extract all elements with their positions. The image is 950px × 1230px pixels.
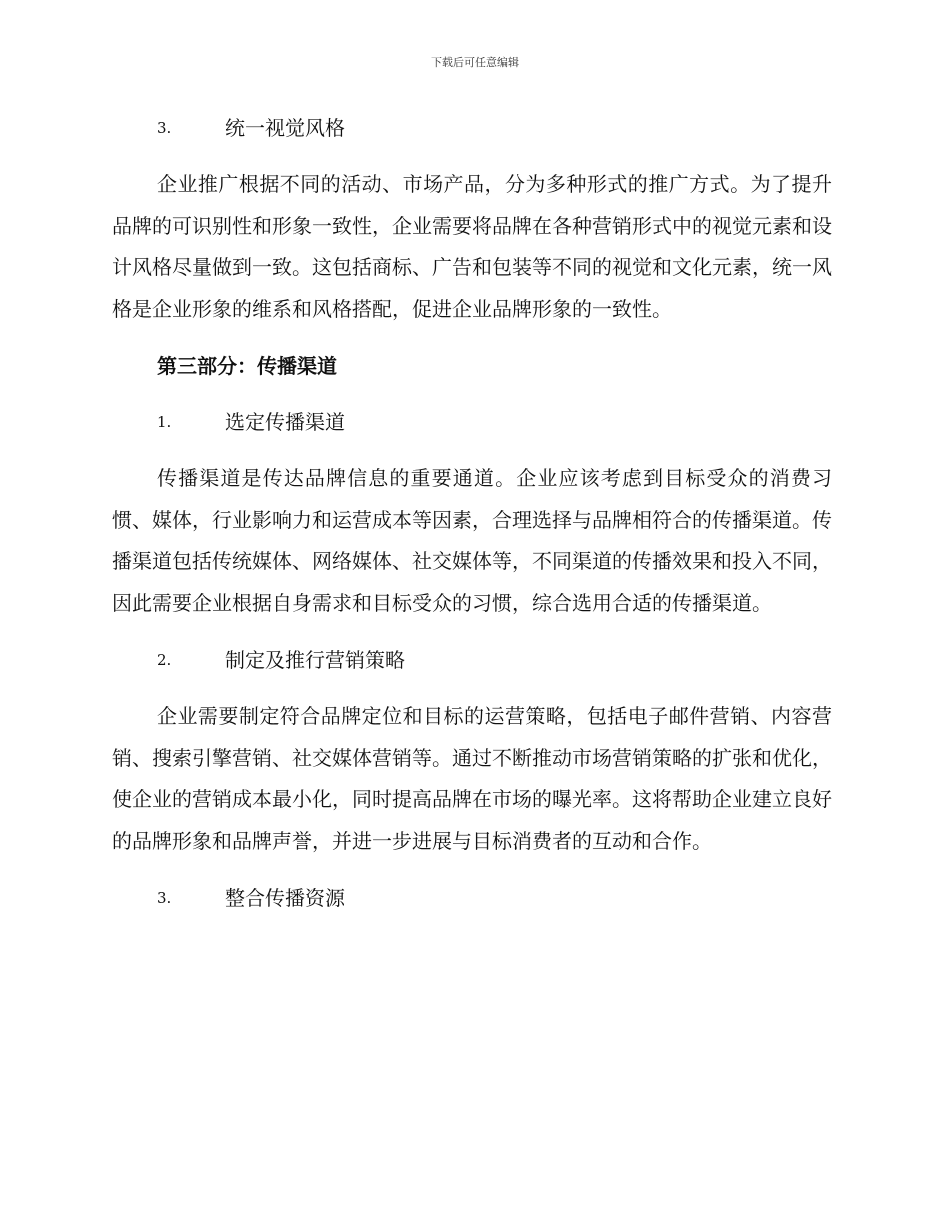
list-item-heading <box>112 878 832 918</box>
list-item-number: 2. <box>157 651 172 669</box>
list-item-number: 1. <box>157 413 172 431</box>
list-item-number: 3. <box>157 889 172 907</box>
body-paragraph: 传播渠道是传达品牌信息的重要通道。企业应该考虑到目标受众的消费习惯、媒体，行业影响力和运营成本等因素，合理选择与品牌相符合的传播渠道。传播渠道包括传统媒体、网络媒体、社交媒体等，不同渠道的传播效果和投入不同，因此需要企业根据自身需求和目标受众的习惯，综合选用合适的传播渠道。 <box>112 466 832 615</box>
body-paragraph: 企业需要制定符合品牌定位和目标的运营策略，包括电子邮件营销、内容营销、搜索引擎营销、社交媒体营销等。通过不断推动市场营销策略的扩张和优化，使企业的营销成本最小化，同时提高品牌在市场的曝光率。这将帮助企业建立良好的品牌形象和品牌声誉，并进一步进展与目标消费者的互动和合作。 <box>112 704 832 853</box>
document-body <box>112 108 832 934</box>
list-item-title: 制定及推行营销策略 <box>225 648 405 672</box>
list-item-title: 整合传播资源 <box>225 886 345 910</box>
page-header: 下载后可任意编辑 <box>431 56 519 69</box>
list-item-heading <box>112 402 832 442</box>
list-item-title: 选定传播渠道 <box>225 410 345 434</box>
section-heading: 第三部分：传播渠道 <box>157 354 337 378</box>
list-item-number: 3. <box>157 119 172 137</box>
list-item-title: 统一视觉风格 <box>225 116 345 140</box>
list-item-heading <box>112 108 832 148</box>
body-paragraph: 企业推广根据不同的活动、市场产品，分为多种形式的推广方式。为了提升品牌的可识别性和形象一致性，企业需要将品牌在各种营销形式中的视觉元素和设计风格尽量做到一致。这包括商标、广告和包装等不同的视觉和文化元素，统一风格是企业形象的维系和风格搭配，促进企业品牌形象的一致性。 <box>112 172 832 321</box>
list-item-heading <box>112 640 832 680</box>
